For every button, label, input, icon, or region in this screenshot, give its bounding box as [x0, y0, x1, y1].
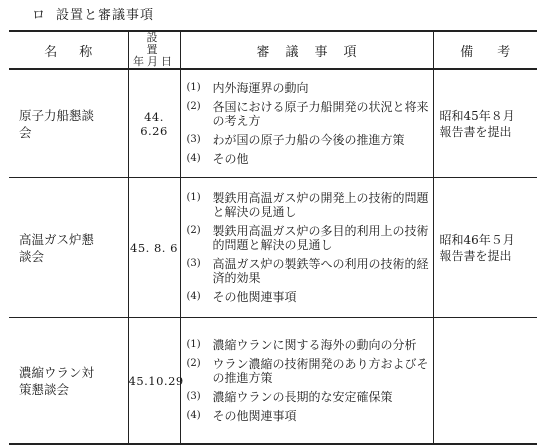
remarks-line: 報告書を提出	[439, 124, 512, 139]
remarks	[433, 178, 537, 318]
item-number: (3)	[186, 134, 201, 145]
council-name	[9, 318, 128, 445]
deliberation-item	[187, 191, 429, 219]
table-row	[9, 69, 537, 178]
established-date: 44. 6.26	[128, 69, 180, 178]
column-header-name	[9, 31, 128, 69]
council-name-line: 会	[19, 124, 32, 140]
section-mark: ロ	[32, 8, 47, 23]
deliberation-items	[180, 178, 433, 318]
item-text: その他関連事項	[212, 290, 297, 304]
remarks-line: 昭和46年５月	[439, 232, 515, 247]
council-name-line: 濃縮ウラン対	[19, 364, 95, 380]
item-text: 濃縮ウランの長期的な安定確保策	[212, 390, 393, 404]
column-header-items-label: 審議事項	[256, 44, 373, 60]
deliberation-item	[187, 409, 429, 423]
item-number: (1)	[186, 339, 201, 350]
established-date: 45. 8. 6	[128, 178, 180, 318]
item-text: 高温ガス炉の製鉄等への利用の技術的経済的効果	[212, 257, 429, 285]
council-table	[9, 30, 537, 445]
deliberation-items	[180, 69, 433, 178]
column-header-date	[128, 31, 180, 69]
remarks	[433, 318, 537, 445]
item-text: 各国における原子力船開発の状況と将来の考え方	[212, 100, 429, 128]
remarks-line: 昭和45年８月	[439, 108, 515, 123]
item-number: (4)	[186, 291, 201, 302]
item-number: (2)	[186, 358, 201, 369]
table-header-row	[9, 31, 537, 69]
column-header-name-label: 名称	[44, 44, 115, 60]
item-text: 製鉄用高温ガス炉の開発上の技術的問題と解決の見通し	[212, 191, 429, 219]
council-name-line: 策懇談会	[19, 381, 70, 397]
remarks	[433, 69, 537, 178]
item-number: (4)	[186, 410, 201, 421]
item-text: わが国の原子力船の今後の推進方策	[212, 133, 405, 147]
column-header-date-bottom: 年月日	[133, 55, 175, 68]
column-header-notes-label: 備考	[460, 44, 535, 60]
item-text: 内外海運界の動向	[212, 81, 309, 95]
item-number: (1)	[186, 82, 201, 93]
council-name	[9, 178, 128, 318]
remarks-line: 報告書を提出	[439, 248, 512, 263]
table-row	[9, 318, 537, 445]
deliberation-item	[187, 257, 429, 285]
council-name	[9, 69, 128, 178]
established-date: 45.10.29	[128, 318, 180, 445]
table-row	[9, 178, 537, 318]
item-text: その他	[212, 152, 249, 166]
item-text: その他関連事項	[212, 409, 297, 423]
council-name-line: 高温ガス炉懇	[19, 231, 95, 247]
column-header-items	[180, 31, 433, 69]
item-number: (1)	[186, 192, 201, 203]
item-number: (4)	[186, 153, 201, 164]
deliberation-item	[187, 357, 429, 385]
item-number: (2)	[186, 225, 201, 236]
deliberation-item	[187, 133, 429, 147]
deliberation-item	[187, 81, 429, 95]
deliberation-items	[180, 318, 433, 445]
item-number: (2)	[186, 101, 201, 112]
section-title: 設置と審議事項	[56, 8, 155, 23]
item-text: ウラン濃縮の技術開発のあり方およびその推進方策	[212, 357, 429, 385]
item-text: 製鉄用高温ガス炉の多目的利用上の技術的問題と解決の見通し	[212, 224, 429, 252]
deliberation-item	[187, 290, 429, 304]
deliberation-item	[187, 390, 429, 404]
council-name-line: 原子力船懇談	[19, 107, 95, 123]
item-number: (3)	[186, 258, 201, 269]
item-text: 濃縮ウランに関する海外の動向の分析	[212, 338, 417, 352]
column-header-notes	[433, 31, 537, 69]
deliberation-item	[187, 224, 429, 252]
deliberation-item	[187, 152, 429, 166]
council-name-line: 談会	[19, 248, 45, 264]
section-heading	[32, 4, 154, 23]
deliberation-item	[187, 338, 429, 352]
item-number: (3)	[186, 391, 201, 402]
column-header-date-top: 設置	[146, 31, 172, 56]
deliberation-item	[187, 100, 429, 128]
